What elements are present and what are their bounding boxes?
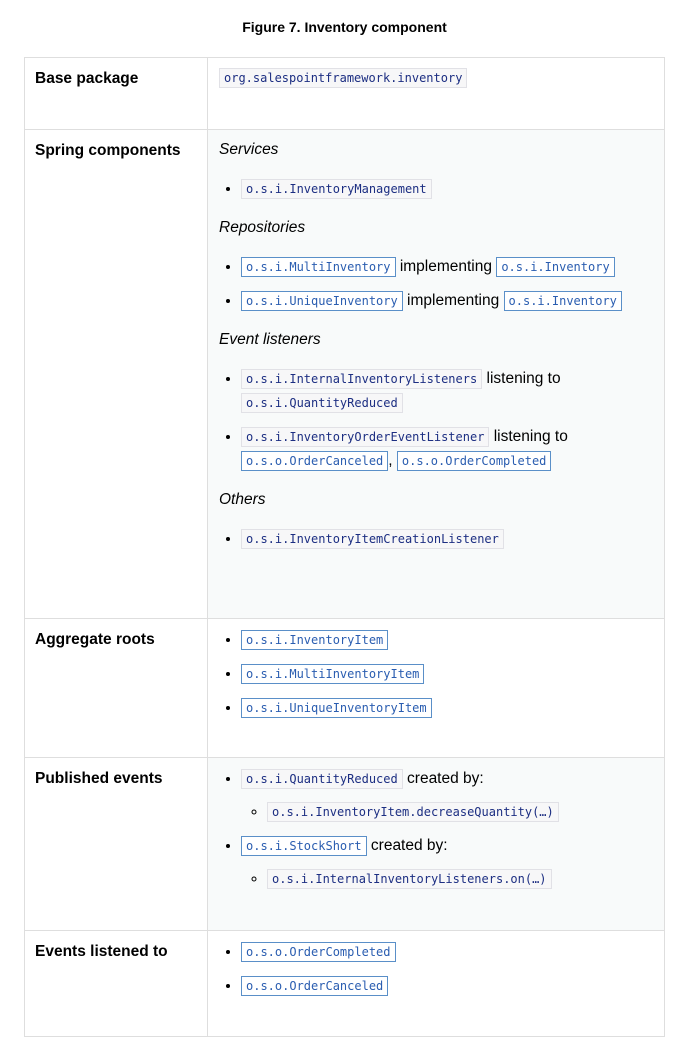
list-item: [241, 367, 654, 415]
published-events-list: [219, 767, 654, 891]
source-code: o.s.i.InternalInventoryListeners.on(…): [267, 869, 552, 889]
list-item: [241, 767, 654, 824]
list-item: [241, 255, 654, 279]
listeners-list: [219, 367, 654, 473]
aggregate-root-link[interactable]: o.s.i.MultiInventoryItem: [241, 664, 424, 684]
spring-components-cell: [208, 130, 665, 619]
spring-components-label: Spring components: [25, 130, 208, 619]
list-item: [241, 425, 654, 473]
services-list: [219, 177, 654, 201]
listener-event-link[interactable]: o.s.o.OrderCanceled: [241, 451, 388, 471]
listener-code: o.s.i.InternalInventoryListeners: [241, 369, 482, 389]
base-package-code: org.salespointframework.inventory: [219, 68, 467, 88]
listener-event-link[interactable]: o.s.o.OrderCompleted: [397, 451, 552, 471]
aggregate-root-link[interactable]: o.s.i.UniqueInventoryItem: [241, 698, 432, 718]
list-item: [241, 662, 654, 686]
source-code: o.s.i.InventoryItem.decreaseQuantity(…): [267, 802, 559, 822]
relation-text: created by:: [407, 770, 484, 787]
repositories-title: Repositories: [219, 219, 306, 236]
list-item: [267, 800, 654, 824]
events-listened-cell: [208, 931, 665, 1037]
relation-text: implementing: [407, 292, 500, 309]
list-item: [267, 867, 654, 891]
base-package-label: Base package: [25, 58, 208, 130]
inventory-component-table: [24, 57, 665, 1037]
row-events-listened: [25, 931, 665, 1037]
events-listened-label: Events listened to: [25, 931, 208, 1037]
list-item: [241, 974, 654, 998]
sub-list: [241, 867, 654, 891]
sub-list: [241, 800, 654, 824]
repository-target-link[interactable]: o.s.i.Inventory: [504, 291, 622, 311]
relation-text: listening to: [493, 428, 568, 445]
row-base-package: [25, 58, 665, 130]
others-title: Others: [219, 491, 266, 508]
relation-text: created by:: [370, 837, 448, 854]
published-events-cell: [208, 758, 665, 931]
listener-code: o.s.i.InventoryOrderEventListener: [241, 427, 489, 447]
event-link[interactable]: o.s.o.OrderCompleted: [241, 942, 396, 962]
event-link[interactable]: o.s.i.StockShort: [241, 836, 367, 856]
service-code: o.s.i.InventoryManagement: [241, 179, 432, 199]
list-item: [241, 696, 654, 720]
repository-link[interactable]: o.s.i.UniqueInventory: [241, 291, 403, 311]
figure-caption: Figure 7. Inventory component: [242, 19, 447, 35]
aggregate-root-link[interactable]: o.s.i.InventoryItem: [241, 630, 388, 650]
repository-target-link[interactable]: o.s.i.Inventory: [496, 257, 614, 277]
base-package-value-cell: [208, 58, 665, 130]
listener-event-code: o.s.i.QuantityReduced: [241, 393, 403, 413]
other-code: o.s.i.InventoryItemCreationListener: [241, 529, 504, 549]
published-events-label: Published events: [25, 758, 208, 931]
aggregate-roots-label: Aggregate roots: [25, 619, 208, 758]
list-item: [241, 940, 654, 964]
list-item: [241, 527, 654, 551]
events-listened-list: [219, 940, 654, 998]
aggregate-roots-list: [219, 628, 654, 720]
repositories-list: [219, 255, 654, 313]
list-item: [241, 177, 654, 201]
services-title: Services: [219, 141, 279, 158]
list-item: [241, 628, 654, 652]
others-list: [219, 527, 654, 551]
relation-text: listening to: [486, 370, 561, 387]
event-link[interactable]: o.s.o.OrderCanceled: [241, 976, 388, 996]
list-item: [241, 834, 654, 891]
list-item: [241, 289, 654, 313]
separator-text: ,: [388, 452, 393, 469]
event-code: o.s.i.QuantityReduced: [241, 769, 403, 789]
row-spring-components: [25, 130, 665, 619]
repository-link[interactable]: o.s.i.MultiInventory: [241, 257, 396, 277]
row-aggregate-roots: [25, 619, 665, 758]
row-published-events: [25, 758, 665, 931]
listeners-title: Event listeners: [219, 331, 321, 348]
aggregate-roots-cell: [208, 619, 665, 758]
relation-text: implementing: [399, 258, 492, 275]
